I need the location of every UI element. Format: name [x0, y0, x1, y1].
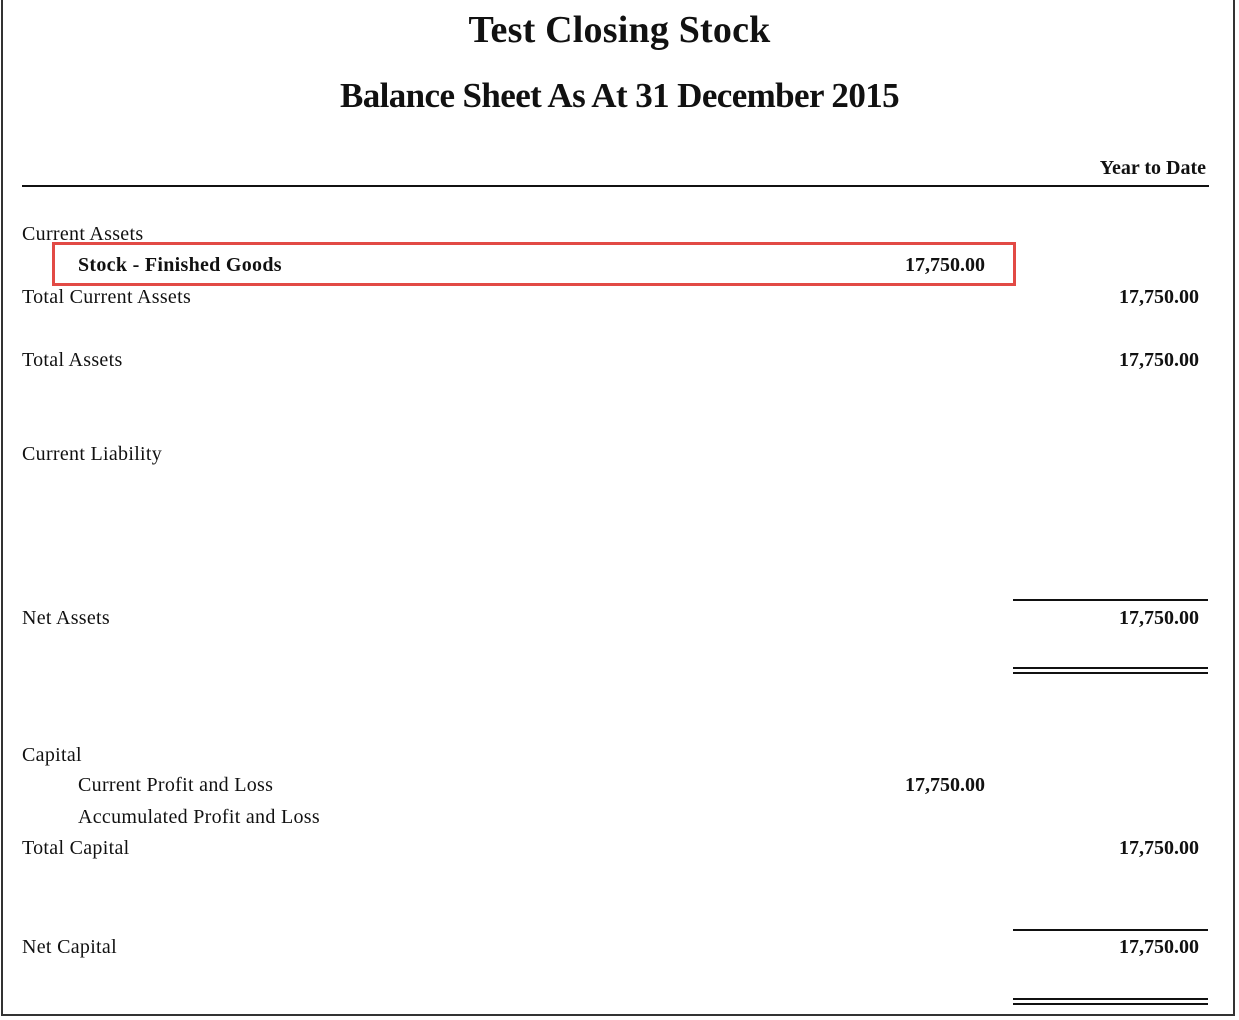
net-assets-double-rule [1013, 667, 1208, 674]
net-assets-label: Net Assets [22, 607, 110, 629]
current-profit-loss-label: Current Profit and Loss [78, 774, 274, 796]
total-assets-amount: 17,750.00 [1119, 349, 1199, 371]
net-capital-top-rule [1013, 929, 1208, 931]
stock-finished-goods-amount: 17,750.00 [905, 254, 985, 276]
current-assets-heading: Current Assets [22, 223, 144, 245]
total-capital-amount: 17,750.00 [1119, 837, 1199, 859]
stock-finished-goods-label: Stock - Finished Goods [78, 254, 282, 276]
report-title: Balance Sheet As At 31 December 2015 [339, 76, 900, 115]
report-page-frame [1, 0, 1235, 1016]
capital-heading: Capital [22, 744, 82, 766]
net-assets-top-rule [1013, 599, 1208, 601]
current-profit-loss-amount: 17,750.00 [905, 774, 985, 796]
net-capital-label: Net Capital [22, 936, 117, 958]
net-capital-amount: 17,750.00 [1119, 936, 1199, 958]
net-assets-amount: 17,750.00 [1119, 607, 1199, 629]
total-current-assets-label: Total Current Assets [22, 286, 192, 308]
company-title: Test Closing Stock [468, 9, 771, 51]
total-current-assets-amount: 17,750.00 [1119, 286, 1199, 308]
total-capital-label: Total Capital [22, 837, 130, 859]
header-divider [22, 185, 1209, 187]
column-header-year-to-date: Year to Date [1099, 157, 1206, 179]
total-assets-label: Total Assets [22, 349, 123, 371]
highlight-box [52, 242, 1016, 286]
current-liability-heading: Current Liability [22, 443, 163, 465]
net-capital-double-rule [1013, 998, 1208, 1005]
accumulated-profit-loss-label: Accumulated Profit and Loss [78, 806, 320, 828]
